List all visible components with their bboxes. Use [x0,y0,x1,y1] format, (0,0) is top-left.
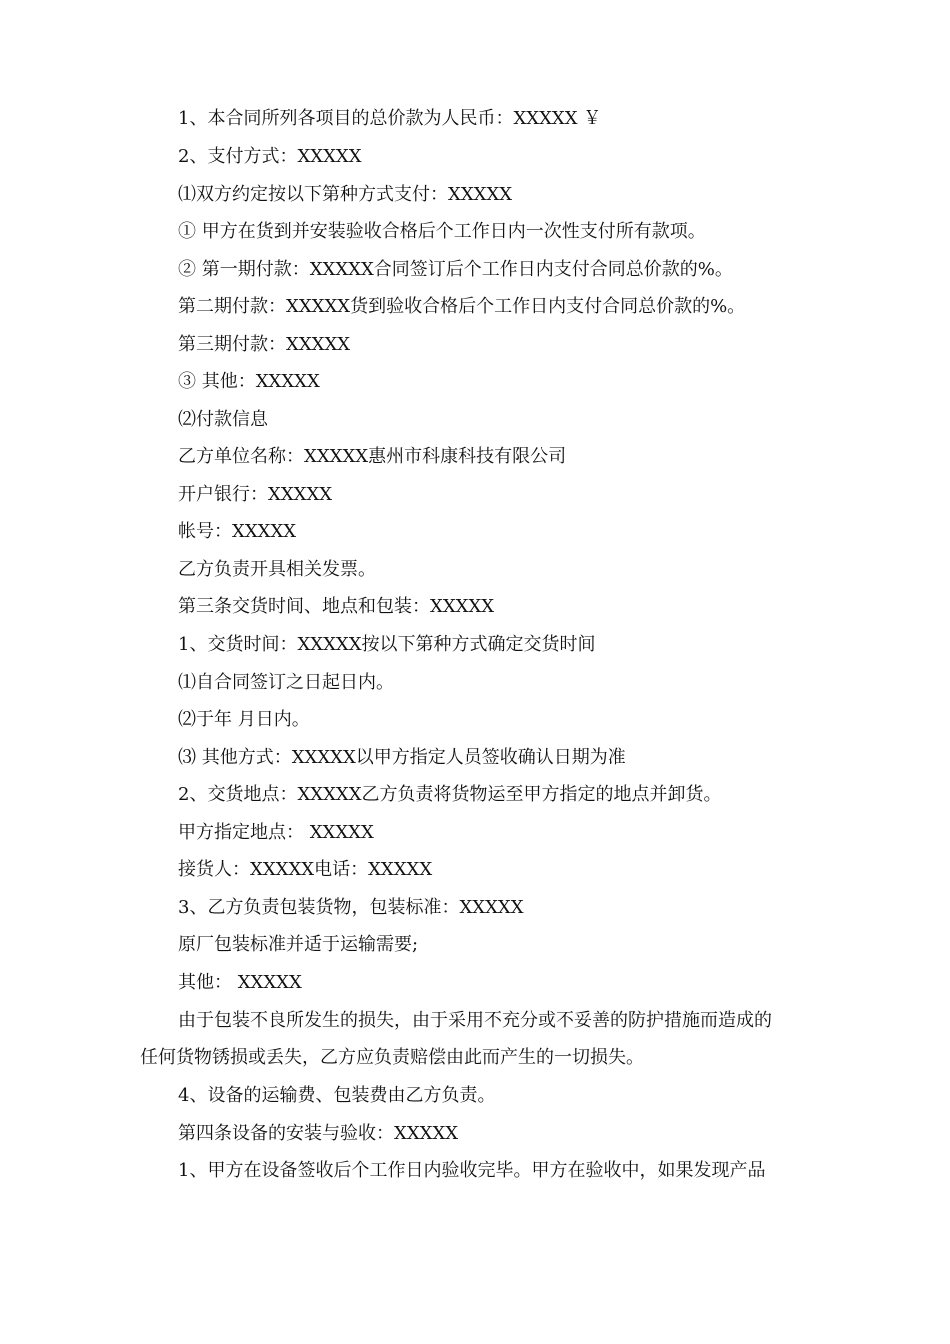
paragraph-packaging-other: 其他： XXXXX [178,972,302,993]
paragraph-packaging-standard: 原厂包装标准并适于运输需要; [178,934,419,955]
paragraph-invoice: 乙方负责开具相关发票。 [178,559,376,580]
paragraph-packaging: 3、乙方负责包装货物，包装标准：XXXXX [178,897,524,918]
paragraph-third-payment: 第三期付款：XXXXX [178,334,351,355]
paragraph-company-name: 乙方单位名称：XXXXX惠州市科康科技有限公司 [178,446,567,467]
paragraph-delivery-place: 2、交货地点：XXXXX乙方负责将货物运至甲方指定的地点并卸货。 [178,784,722,805]
paragraph-designated-place: 甲方指定地点： XXXXX [178,822,374,843]
paragraph-option-2: ② 第一期付款：XXXXX合同签订后个工作日内支付合同总价款的%。 [178,259,733,280]
paragraph-second-payment: 第二期付款：XXXXX货到验收合格后个工作日内支付合同总价款的%。 [178,296,746,317]
paragraph-delivery-time: 1、交货时间：XXXXX按以下第种方式确定交货时间 [178,634,596,655]
paragraph-option-1: ① 甲方在货到并安装验收合格后个工作日内一次性支付所有款项。 [178,221,706,242]
heading-article-4: 第四条设备的安装与验收：XXXXX [178,1123,459,1144]
paragraph-bank: 开户银行：XXXXX [178,484,333,505]
paragraph-packaging-loss: 由于包装不良所发生的损失，由于采用不充分或不妥善的防护措施而造成的 [178,1010,772,1031]
paragraph-account: 帐号：XXXXX [178,521,297,542]
paragraph-option-3: ③ 其他：XXXXX [178,371,320,392]
paragraph-transport-fee: 4、设备的运输费、包装费由乙方负责。 [178,1085,496,1106]
paragraph-delivery-option-3: ⑶ 其他方式：XXXXX以甲方指定人员签收确认日期为准 [178,747,626,768]
paragraph-delivery-option-2: ⑵于年 月日内。 [178,709,310,730]
heading-article-3: 第三条交货时间、地点和包装：XXXXX [178,596,495,617]
paragraph-payment-option: ⑴双方约定按以下第种方式支付：XXXXX [178,184,513,205]
paragraph-total-price: 1、本合同所列各项目的总价款为人民币：XXXXX ￥ [178,108,602,129]
paragraph-receiver: 接货人：XXXXX电话：XXXXX [178,859,433,880]
paragraph-delivery-option-1: ⑴自合同签订之日起日内。 [178,672,394,693]
paragraph-payment-method: 2、支付方式：XXXXX [178,146,362,167]
paragraph-payment-info: ⑵付款信息 [178,409,268,430]
paragraph-acceptance: 1、甲方在设备签收后个工作日内验收完毕。甲方在验收中，如果发现产品 [178,1160,766,1181]
paragraph-packaging-loss-cont: 任何货物锈损或丢失，乙方应负责赔偿由此而产生的一切损失。 [140,1047,644,1068]
